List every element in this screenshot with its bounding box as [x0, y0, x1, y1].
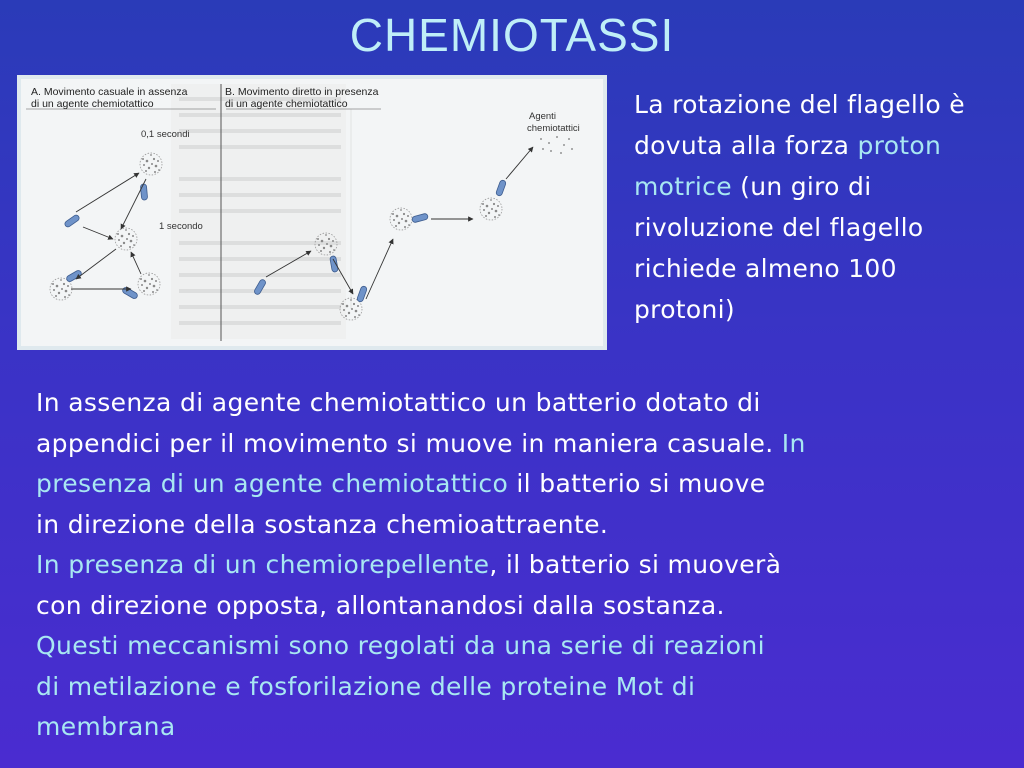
- panel-a-label-line2: di un agente chemiotattico: [31, 98, 154, 110]
- faded-background-text: [171, 84, 351, 339]
- chemotaxis-diagram: [21, 79, 603, 346]
- agent-label-line2: chemiotattici: [527, 123, 580, 134]
- panel-b-label-line1: B. Movimento diretto in presenza: [225, 86, 379, 98]
- agent-label-line1: Agenti: [529, 111, 556, 122]
- body-line-5: [36, 545, 996, 586]
- body-line-3a: presenza di un agente chemiotattico: [36, 469, 509, 498]
- chemotaxis-explanation: [36, 383, 996, 748]
- chemoattractant-particles: [540, 136, 573, 154]
- bacterium: [122, 286, 139, 299]
- time-long-label: 1 secondo: [159, 221, 203, 232]
- body-line-5a: In presenza di un chemiorepellente: [36, 550, 490, 579]
- body-line-8: di metilazione e fosforilazione delle proteine Mot di: [36, 671, 696, 701]
- bacterium: [411, 213, 428, 223]
- chemotaxis-figure: [17, 75, 607, 350]
- body-line-2b: In: [781, 428, 806, 458]
- panel-b-label-line2: di un agente chemiotattico: [225, 98, 348, 110]
- body-line-2: [36, 424, 996, 465]
- side-text-part1: La rotazione del flagello è dovuta alla forza: [634, 90, 965, 160]
- bacterium: [64, 214, 81, 228]
- body-line-5b: , il batterio si muoverà: [489, 550, 782, 579]
- bacterium: [140, 184, 147, 200]
- side-text-highlight: proton motrice: [634, 131, 942, 201]
- body-line-3: [36, 464, 996, 505]
- side-text-part2: (un giro di rivoluzione del flagello richiede almeno 100 protoni): [634, 172, 924, 324]
- body-line-1: In assenza di agente chemiotattico un batterio dotato di: [36, 388, 761, 417]
- body-line-6: con direzione opposta, allontanandosi dalla sostanza.: [36, 590, 725, 620]
- body-line-7: Questi meccanismi sono regolati da una serie di reazioni: [36, 631, 765, 660]
- body-line-2a: appendici per il movimento si muove in maniera casuale.: [36, 428, 782, 458]
- flagellum-rotation-note: [634, 84, 1004, 330]
- bacterium: [356, 285, 367, 302]
- body-line-3b: il batterio si muove: [508, 469, 766, 498]
- body-line-4: in direzione della sostanza chemioattraente.: [36, 509, 609, 539]
- panel-a-label-line1: A. Movimento casuale in assenza: [31, 86, 188, 98]
- time-short-label: 0,1 secondi: [141, 129, 190, 140]
- slide-title: CHEMIOTASSI: [349, 9, 675, 61]
- body-line-9: membrana: [36, 712, 176, 741]
- bacterium: [495, 179, 506, 196]
